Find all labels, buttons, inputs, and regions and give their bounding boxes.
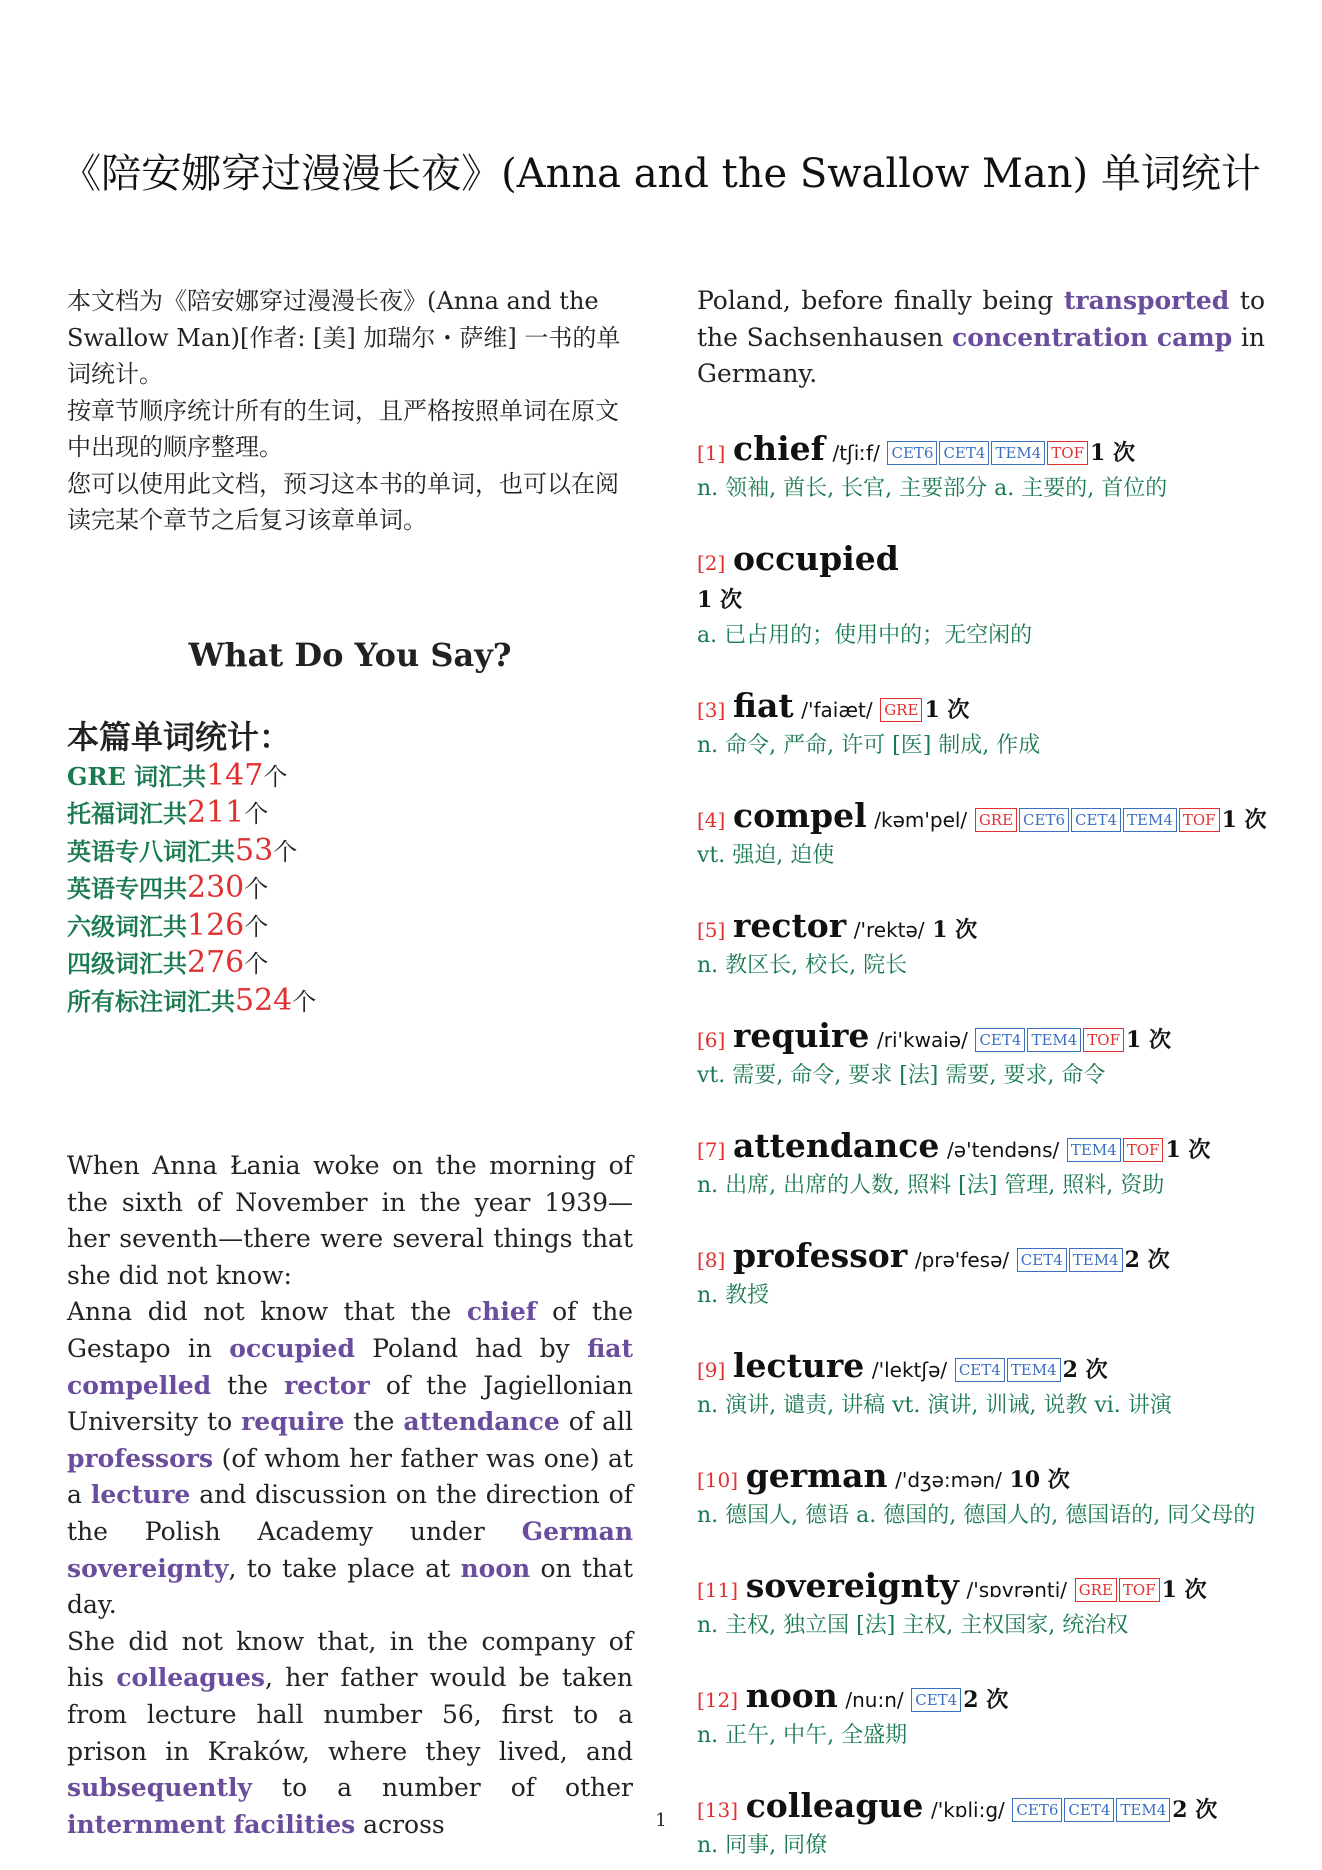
stat-row	[67, 870, 633, 908]
entry-headword	[697, 1565, 1265, 1608]
level-tag: TOF	[1083, 1028, 1124, 1052]
intro-paragraph: 您可以使用此文档，预习这本书的单词，也可以在阅读完某个章节之后复习该章单词。	[67, 469, 619, 534]
stat-unit: 个	[244, 800, 269, 828]
vocab-entry	[697, 1675, 1265, 1754]
stat-label: 英语专四共	[67, 874, 187, 903]
vocab-word[interactable]: rector	[284, 1370, 370, 1400]
level-tag: TEM4	[1123, 808, 1177, 832]
entry-word: attendance	[732, 1125, 940, 1165]
entry-word: compel	[732, 795, 867, 835]
entry-count: 10 次	[1009, 1466, 1070, 1493]
stat-label: 英语专八词汇共	[67, 836, 235, 866]
stat-label: 托福词汇共	[67, 799, 187, 828]
entry-headword	[697, 1455, 1265, 1498]
chapter-title: What Do You Say?	[188, 635, 512, 674]
entry-word: lecture	[732, 1345, 865, 1385]
entry-definition: vt. 需要, 命令, 要求 [法] 需要, 要求, 命令	[697, 1062, 1106, 1088]
level-tag: CET6	[1019, 808, 1069, 832]
entry-index: [4]	[697, 807, 726, 832]
entry-pronunciation: /'sɒvrənti/	[966, 1577, 1068, 1602]
entry-headword	[697, 905, 1265, 948]
stat-label: 所有标注词汇共	[67, 986, 235, 1016]
entry-word: chief	[732, 428, 825, 468]
entry-word: rector	[732, 905, 847, 945]
vocab-word[interactable]: noon	[460, 1553, 531, 1583]
level-tag: CET4	[1017, 1248, 1067, 1272]
entry-headword	[697, 428, 1265, 471]
entry-definition: n. 领袖, 酋长, 长官, 主要部分 a. 主要的, 首位的	[697, 475, 1168, 501]
stat-label: 四级词汇共	[67, 949, 187, 978]
vocab-word[interactable]: concentration	[951, 322, 1149, 352]
entry-count: 2 次	[1172, 1796, 1218, 1823]
stats-title: 本篇单词统计：	[67, 717, 292, 756]
vocabulary-list	[697, 428, 1267, 1864]
entry-word: fiat	[732, 685, 794, 725]
intro-paragraph: 本文档为《陪安娜穿过漫漫长夜》(Anna and the Swallow Man)[作者: [美] 加瑞尔・萨维] 一书的单词统计。	[67, 287, 621, 388]
entry-index: [7]	[697, 1137, 726, 1162]
page-number: 1	[655, 1810, 667, 1831]
entry-index: [5]	[697, 917, 726, 942]
entry-headword	[697, 1345, 1265, 1388]
entry-pronunciation: /'dʒə:mən/	[895, 1467, 1002, 1492]
vocab-entry	[697, 1345, 1265, 1424]
stat-unit: 个	[292, 987, 317, 1016]
stat-label: 六级词汇共	[67, 911, 187, 941]
level-tag: GRE	[1075, 1578, 1117, 1602]
vocab-word[interactable]: compelled	[67, 1370, 212, 1400]
entry-index: [1]	[697, 440, 726, 465]
vocab-entry	[697, 685, 1265, 764]
level-tag: CET4	[911, 1688, 961, 1712]
story-text	[67, 1148, 633, 1843]
level-tag: TEM4	[991, 441, 1045, 465]
level-tag: CET4	[975, 1028, 1025, 1052]
vocab-entry	[697, 1235, 1265, 1314]
entry-count: 1 次	[1161, 1576, 1207, 1603]
vocab-entry	[697, 538, 1265, 654]
entry-definition: n. 命令, 严命, 许可 [医] 制成, 作成	[697, 732, 1041, 758]
story-text-segment: the	[344, 1407, 404, 1437]
entry-index: [13]	[697, 1797, 739, 1822]
level-tag: TEM4	[1116, 1798, 1170, 1822]
entry-count: 2 次	[1124, 1246, 1170, 1273]
entry-word: german	[745, 1455, 888, 1495]
stat-unit: 个	[244, 912, 269, 941]
story-continuation	[697, 283, 1265, 393]
story-text-segment: Poland, before finally being	[697, 286, 1064, 315]
level-tag: CET4	[1071, 808, 1121, 832]
story-text-segment: of the Gestapo in	[67, 1297, 633, 1363]
level-tag: GRE	[880, 698, 922, 722]
vocab-word[interactable]: sovereignty	[67, 1553, 229, 1583]
stat-row	[67, 908, 633, 946]
vocab-entry	[697, 905, 1265, 984]
level-tag: TOF	[1123, 1138, 1164, 1162]
story-text-segment: of all	[559, 1407, 633, 1437]
entry-pronunciation: /ri'kwaiə/	[877, 1027, 968, 1052]
level-tag: GRE	[975, 808, 1017, 832]
entry-definition: n. 教授	[697, 1282, 770, 1308]
stat-count: 211	[187, 795, 245, 830]
entry-pronunciation: /kəm'pel/	[874, 807, 968, 832]
vocab-word[interactable]: require	[241, 1407, 345, 1437]
vocab-word[interactable]: facilities	[233, 1809, 356, 1839]
vocab-entry	[697, 1455, 1265, 1534]
stat-count: 524	[235, 982, 293, 1018]
intro-paragraph: 按章节顺序统计所有的生词，且严格按照单词在原文中出现的顺序整理。	[67, 396, 619, 461]
vocab-entry	[697, 1015, 1265, 1094]
stats-list	[67, 758, 633, 1021]
stat-count: 276	[187, 945, 245, 980]
entry-count: 1 次	[1165, 1136, 1211, 1163]
entry-headword	[697, 795, 1267, 838]
vocab-word[interactable]: attendance	[403, 1407, 560, 1437]
entry-count: 1 次	[697, 586, 742, 613]
level-tag: CET4	[939, 441, 989, 465]
entry-headword	[697, 1235, 1265, 1278]
entry-definition: n. 教区长, 校长, 院长	[697, 952, 908, 978]
entry-pronunciation: /'lektʃə/	[871, 1357, 948, 1382]
entry-definition: n. 正午, 中午, 全盛期	[697, 1722, 908, 1748]
entry-index: [6]	[697, 1027, 726, 1052]
story-text-segment: , her father would be taken from lecture hall number 56, first to a prison in Kraków, where they lived, and	[67, 1663, 633, 1766]
level-tag: CET4	[1064, 1798, 1114, 1822]
stat-row	[67, 945, 633, 983]
entry-definition: n. 主权, 独立国 [法] 主权, 主权国家, 统治权	[697, 1612, 1129, 1638]
entry-pronunciation: /'faiæt/	[801, 697, 873, 722]
entry-word: occupied	[732, 538, 899, 578]
entry-headword	[697, 1675, 1265, 1718]
entry-count: 1 次	[932, 916, 978, 943]
entry-count: 1 次	[1126, 1026, 1171, 1053]
entry-definition: n. 同事, 同僚	[697, 1832, 828, 1858]
vocab-word[interactable]: colleagues	[116, 1663, 265, 1693]
vocab-word[interactable]: camp	[1156, 322, 1233, 352]
entry-definition: n. 演讲, 谴责, 讲稿 vt. 演讲, 训诫, 说教 vi. 讲演	[697, 1392, 1172, 1418]
level-tag: CET6	[1012, 1798, 1062, 1822]
entry-word: professor	[732, 1235, 908, 1275]
level-tag: TOF	[1119, 1578, 1160, 1602]
entry-definition: vt. 强迫, 迫使	[697, 842, 835, 868]
stat-row	[67, 983, 633, 1021]
entry-headword	[697, 1125, 1265, 1168]
entry-count: 1 次	[1221, 806, 1267, 833]
entry-count: 2 次	[1062, 1356, 1108, 1383]
story-text-segment: , to take place at	[228, 1553, 461, 1583]
vocab-word[interactable]: subsequently	[67, 1773, 253, 1803]
page-title: 《陪安娜穿过漫漫长夜》(Anna and the Swallow Man) 单词统计	[61, 151, 1261, 197]
entry-headword	[697, 685, 1265, 728]
entry-pronunciation: /ə'tendəns/	[947, 1137, 1060, 1162]
story-text-segment: across	[355, 1809, 445, 1839]
entry-definition: n. 出席, 出席的人数, 照料 [法] 管理, 照料, 资助	[697, 1172, 1165, 1198]
story-text-segment: the	[211, 1370, 285, 1400]
entry-index: [3]	[697, 697, 726, 722]
stat-count: 147	[206, 757, 264, 793]
entry-index: [8]	[697, 1247, 726, 1272]
stat-unit: 个	[263, 762, 288, 791]
entry-pronunciation: /'rektə/	[853, 917, 925, 942]
entry-headword	[697, 1015, 1265, 1058]
entry-definition: a. 已占用的；使用中的；无空闲的	[697, 622, 1033, 648]
stat-unit: 个	[273, 837, 298, 866]
entry-word: noon	[745, 1675, 838, 1715]
story-text-segment: Poland had by	[354, 1333, 588, 1363]
entry-pronunciation: /'kɒli:g/	[930, 1797, 1005, 1822]
stat-row	[67, 758, 633, 796]
entry-index: [2]	[697, 550, 726, 575]
entry-definition: n. 德国人, 德语 a. 德国的, 德国人的, 德国语的, 同父母的	[697, 1502, 1256, 1528]
story-text-segment: of the Jagiellonian University to	[67, 1370, 634, 1437]
vocab-word[interactable]: internment	[67, 1809, 226, 1839]
stat-count: 53	[235, 832, 274, 868]
vocab-word[interactable]: professors	[67, 1443, 214, 1473]
story-text-segment: to a number of other	[252, 1773, 633, 1803]
entry-index: [11]	[697, 1577, 739, 1602]
stat-unit: 个	[244, 875, 269, 903]
story-paragraph	[67, 1294, 633, 1623]
entry-count: 1 次	[924, 696, 970, 723]
level-tag: CET6	[887, 441, 937, 465]
intro	[67, 283, 633, 539]
vocab-word[interactable]: chief	[466, 1297, 537, 1327]
level-tag: TEM4	[1027, 1028, 1081, 1052]
entry-index: [12]	[697, 1687, 739, 1712]
vocab-entry	[697, 1125, 1265, 1204]
story-paragraph: When Anna Łania woke on the morning of the sixth of November in the year 1939—her seventh—there were several things that she did not know:	[67, 1151, 633, 1290]
vocab-entry	[697, 795, 1267, 874]
vocab-word[interactable]: transported	[1063, 286, 1230, 315]
entry-count-line	[697, 581, 1265, 618]
story-text-segment: on that day.	[67, 1553, 633, 1620]
story-text-segment: (of whom her father was one) at a	[67, 1443, 633, 1510]
level-tag: TEM4	[1069, 1248, 1123, 1272]
entry-pronunciation: /prə'fesə/	[914, 1247, 1010, 1272]
stat-unit: 个	[244, 950, 269, 978]
vocab-word[interactable]: fiat	[587, 1333, 633, 1363]
entry-word: colleague	[745, 1785, 924, 1825]
story-text-segment: in Germany.	[697, 322, 1266, 389]
vocab-word[interactable]: occupied	[229, 1333, 355, 1363]
story-text-segment: to the Sachsenhausen	[697, 286, 1266, 352]
vocab-word[interactable]: German	[521, 1516, 633, 1546]
stat-count: 230	[187, 870, 245, 905]
entry-pronunciation: /tʃiːf/	[832, 440, 880, 465]
level-tag: TOF	[1047, 441, 1088, 465]
vocab-entry	[697, 1565, 1265, 1644]
entry-index: [9]	[697, 1357, 726, 1382]
vocab-entry	[697, 428, 1265, 507]
level-tag: TEM4	[1007, 1358, 1061, 1382]
story-text-segment	[1148, 323, 1157, 352]
stat-label: GRE 词汇共	[67, 761, 207, 791]
entry-word: require	[732, 1015, 870, 1055]
level-tag: TEM4	[1067, 1138, 1121, 1162]
level-tag: CET4	[955, 1358, 1005, 1382]
story-text-segment: and discussion on the direction of the Polish Academy under	[67, 1480, 633, 1546]
stat-row	[67, 795, 633, 833]
story-text-segment: She did not know that, in the company of his	[67, 1626, 633, 1693]
vocab-word[interactable]: lecture	[90, 1480, 191, 1510]
left-column	[67, 283, 633, 1843]
entry-index: [10]	[697, 1467, 739, 1492]
story-text-segment: Anna did not know that the	[67, 1297, 467, 1327]
right-column	[697, 283, 1265, 1864]
entry-count: 2 次	[963, 1686, 1009, 1713]
entry-word: sovereignty	[745, 1565, 959, 1605]
level-tag: TOF	[1179, 808, 1220, 832]
entry-count: 1 次	[1090, 439, 1135, 466]
entry-pronunciation: /nu:n/	[845, 1687, 904, 1712]
entry-headword	[697, 538, 1265, 581]
stat-count: 126	[187, 907, 245, 943]
stat-row	[67, 833, 633, 871]
